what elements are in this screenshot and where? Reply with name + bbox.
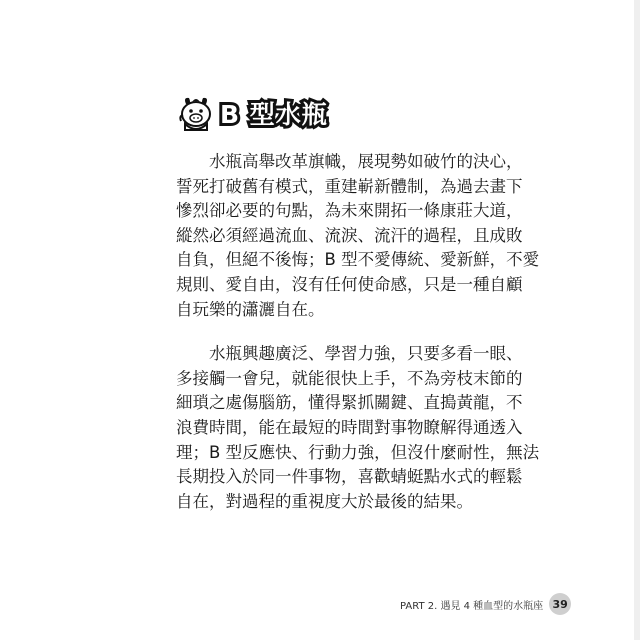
page-title: B 型水瓶 — [220, 99, 328, 129]
text-line: 細瑣之處傷腦筋，懂得緊抓關鍵、直搗黃龍，不 — [176, 393, 523, 413]
section-header — [176, 92, 328, 136]
ox-mascot-icon — [176, 94, 216, 134]
text-line: 自負，但絕不後悔；B 型不愛傳統、愛新鮮，不愛 — [176, 250, 540, 270]
text-line: 誓死打破舊有模式，重建嶄新體制，為過去畫下 — [176, 176, 523, 196]
paragraph-2 — [176, 342, 540, 514]
paragraph-1 — [176, 150, 540, 322]
text-line: 水瓶興趣廣泛、學習力強，只要多看一眼、 — [209, 344, 523, 364]
running-footer-text: PART 2. 遇見 4 種血型的水瓶座 — [400, 600, 544, 612]
text-line: 長期投入於同一件事物，喜歡蜻蜓點水式的輕鬆 — [176, 467, 523, 487]
text-line: 水瓶高舉改革旗幟，展現勢如破竹的決心， — [209, 152, 523, 171]
page-number: 39 — [549, 593, 571, 615]
text-line: 慘烈卻必要的句點，為未來開拓一條康莊大道， — [176, 201, 523, 221]
page-footer — [400, 592, 571, 616]
text-line: 自在，對過程的重視度大於最後的結果。 — [176, 491, 473, 511]
text-line: 自玩樂的瀟灑自在。 — [176, 299, 325, 319]
body-text — [176, 150, 540, 534]
text-line: 多接觸一會兒，就能很快上手，不為旁枝末節的 — [176, 368, 523, 388]
text-line: 浪費時間，能在最短的時間對事物瞭解得通透入 — [176, 417, 523, 437]
text-line: 規則、愛自由，沒有任何使命感，只是一種自顧 — [176, 274, 523, 294]
text-line: 理；B 型反應快、行動力強，但沒什麼耐性，無法 — [176, 442, 540, 462]
text-line: 縱然必須經過流血、流淚、流汗的過程，且成敗 — [176, 225, 523, 245]
